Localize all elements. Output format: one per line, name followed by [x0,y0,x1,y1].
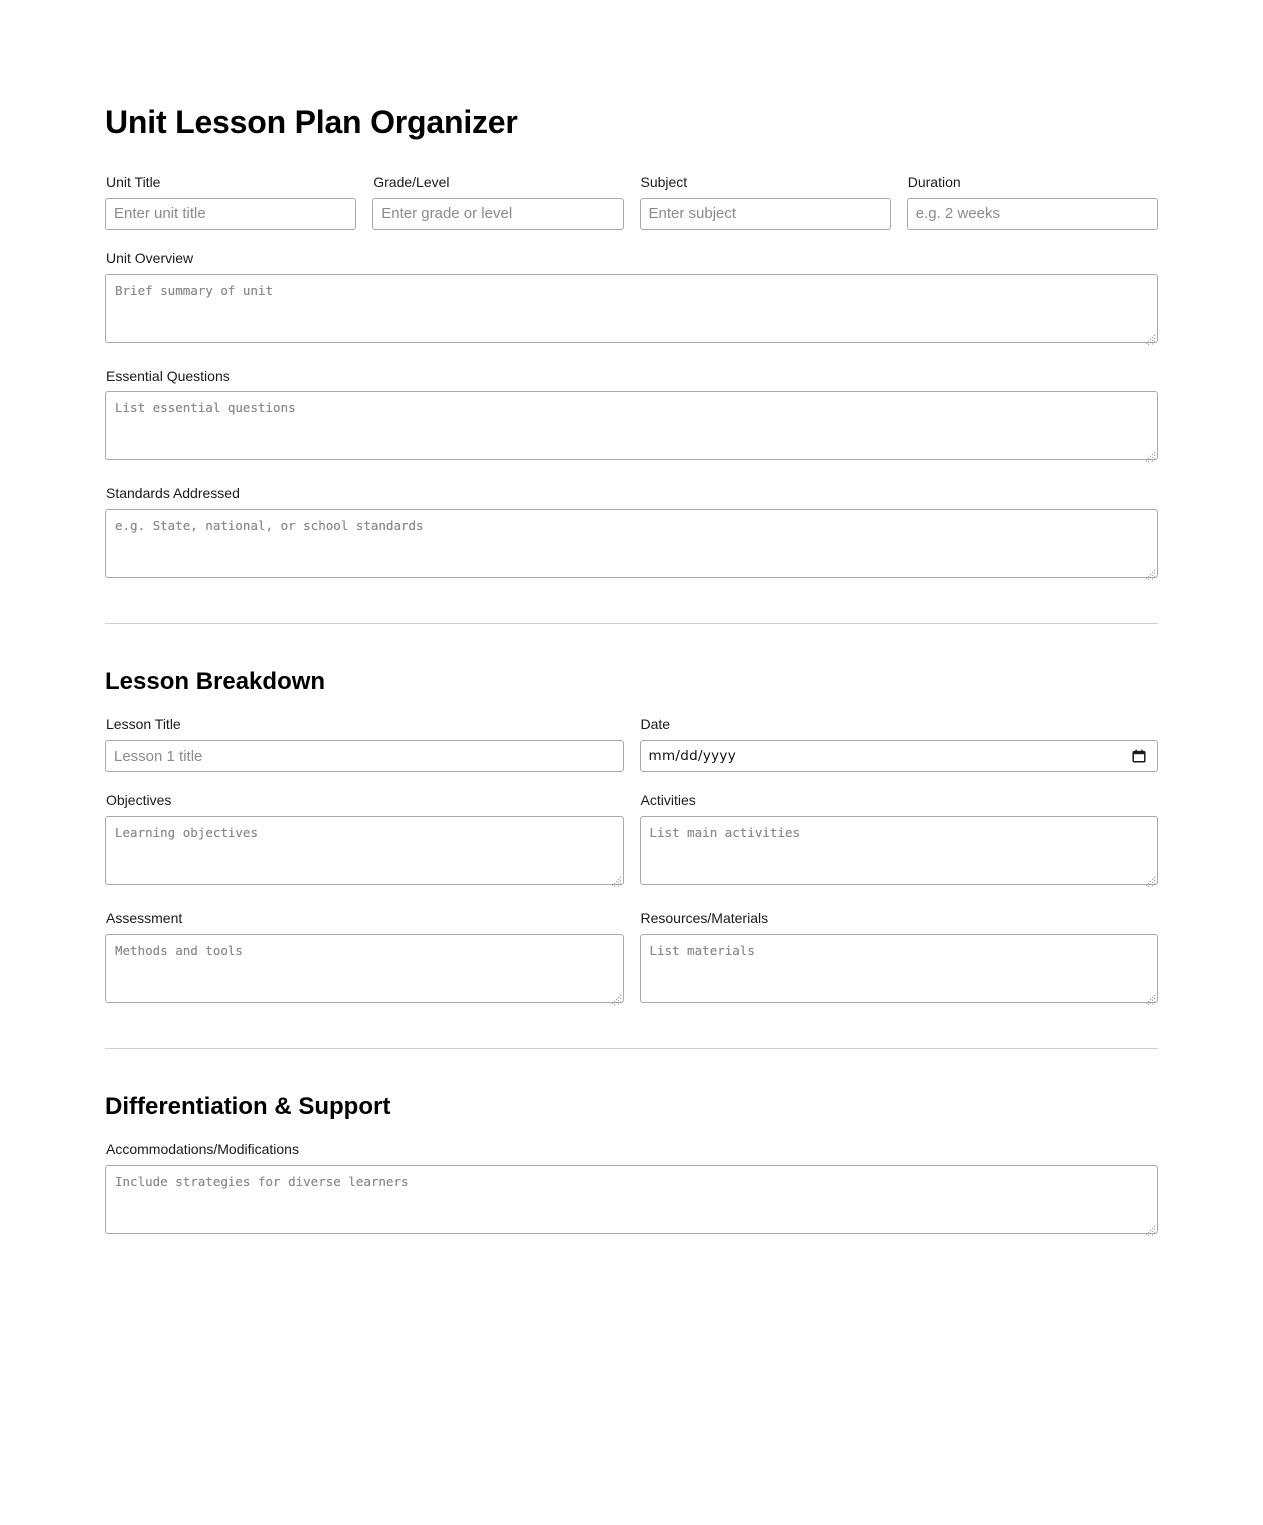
field-assessment [105,909,624,1008]
unit-overview-placeholder-text: Brief summary of unit [115,282,274,298]
section-divider-2 [105,1048,1158,1049]
assessment-label: Assessment [106,909,183,926]
activities-textarea[interactable] [640,816,1159,885]
field-subject [640,173,891,230]
field-standards-addressed [105,484,1158,583]
subject-label: Subject [640,173,688,190]
grade-level-label: Grade/Level [373,173,450,190]
field-lesson-title [105,715,624,772]
page-title: Unit Lesson Plan Organizer [105,104,518,140]
essential-questions-textarea[interactable] [105,391,1158,460]
differentiation-heading: Differentiation & Support [105,1092,391,1120]
date-placeholder-text: mm/dd/yyyy [648,748,736,765]
accommodations-placeholder-text: Include strategies for diverse learners [115,1173,409,1189]
assessment-textarea[interactable] [105,934,624,1003]
objectives-label: Objectives [106,792,172,809]
field-grade-level [372,173,623,230]
form-content [105,104,1158,1239]
field-unit-overview [105,249,1158,348]
objectives-activities-row [105,791,1158,890]
objectives-placeholder-text: Learning objectives [115,824,258,840]
calendar-icon[interactable] [1132,749,1146,763]
unit-overview-wrap [105,274,1158,348]
field-date [640,715,1159,772]
standards-addressed-textarea[interactable] [105,509,1158,578]
subject-input[interactable] [640,198,891,230]
duration-input[interactable] [907,198,1158,230]
field-accommodations [105,1140,1158,1239]
unit-title-label: Unit Title [106,173,161,190]
field-unit-title [105,173,356,230]
duration-label: Duration [907,173,961,190]
unit-overview-textarea[interactable] [105,274,1158,343]
unit-info-row [105,173,1158,230]
lesson-title-label: Lesson Title [106,716,181,733]
accommodations-label: Accommodations/Modifications [106,1140,299,1157]
date-label: Date [640,716,671,733]
resources-materials-label: Resources/Materials [640,909,769,926]
field-objectives [105,791,624,890]
unit-overview-label: Unit Overview [106,249,194,266]
objectives-textarea[interactable] [105,816,624,885]
resources-materials-placeholder-text: List materials [649,942,755,958]
field-resources-materials [640,909,1159,1008]
field-duration [907,173,1158,230]
activities-label: Activities [640,792,696,809]
date-input[interactable] [640,740,1159,772]
field-essential-questions [105,367,1158,466]
standards-addressed-label: Standards Addressed [106,485,240,502]
lesson-title-input[interactable] [105,740,624,772]
resources-materials-wrap [640,934,1159,1008]
essential-questions-placeholder-text: List essential questions [115,400,296,416]
grade-level-input[interactable] [372,198,623,230]
standards-addressed-wrap [105,509,1158,583]
essential-questions-label: Essential Questions [106,367,230,384]
assessment-resources-row [105,909,1158,1008]
assessment-placeholder-text: Methods and tools [115,942,243,958]
activities-placeholder-text: List main activities [649,824,801,840]
section-divider-1 [105,623,1158,624]
lesson-breakdown-heading: Lesson Breakdown [105,668,326,696]
assessment-wrap [105,934,624,1008]
essential-questions-wrap [105,391,1158,465]
objectives-wrap [105,816,624,890]
accommodations-textarea[interactable] [105,1165,1158,1234]
activities-wrap [640,816,1159,890]
accommodations-wrap [105,1165,1158,1239]
standards-addressed-placeholder-text: e.g. State, national, or school standards [115,518,424,534]
field-activities [640,791,1159,890]
lesson-title-date-row [105,715,1158,772]
unit-title-input[interactable] [105,198,356,230]
resources-materials-textarea[interactable] [640,934,1159,1003]
